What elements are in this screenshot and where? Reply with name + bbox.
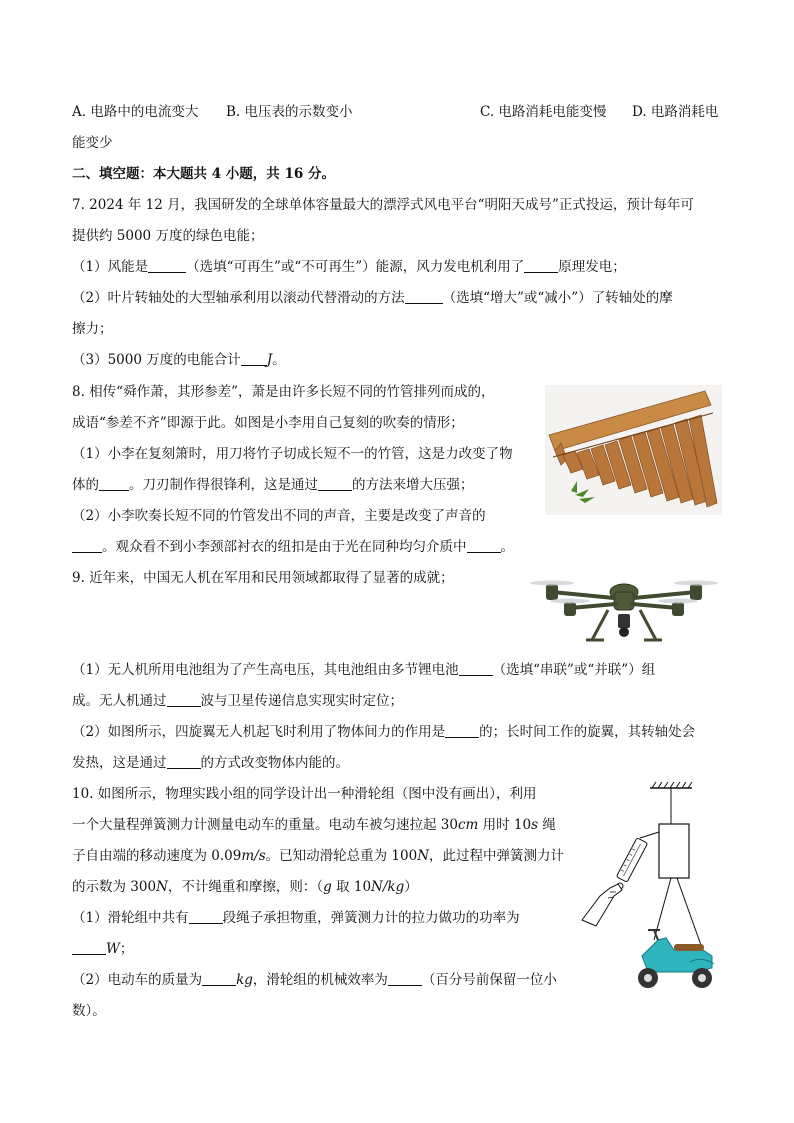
answer-blank[interactable] [459, 661, 493, 676]
pulley-scooter-diagram [574, 780, 724, 1000]
q7-part2-continued: 擦力； [72, 321, 113, 337]
q9-part1-continued: 成。无人机通过 波与卫星传递信息实现实时定位； [72, 693, 403, 709]
q10-stem-line2: 一个大量程弹簧测力计测量电动车的重量。电动车被匀速拉起 30cm 用时 10s 绳 [72, 817, 556, 833]
answer-blank[interactable] [524, 258, 558, 273]
q8-part1: （1）小李在复刻箫时，用刀将竹子切成长短不一的竹管，这是力改变了物 [72, 446, 513, 462]
q9-stem: 9. 近年来，中国无人机在军用和民用领域都取得了显著的成就； [72, 570, 454, 586]
q7-part1: （1）风能是 （选填“可再生”或“不可再生”）能源，风力发电机利用了 原理发电； [72, 259, 626, 275]
q6-option-a: A. 电路中的电流变大 [72, 104, 199, 120]
answer-blank[interactable] [72, 940, 106, 955]
drone-image [530, 574, 718, 652]
answer-blank[interactable] [189, 909, 223, 924]
q6-option-b: B. 电压表的示数变小 [226, 104, 353, 120]
q7-stem-line2: 提供约 5000 万度的绿色电能； [72, 228, 264, 244]
q10-part2: （2）电动车的质量为 kg，滑轮组的机械效率为 （百分号前保留一位小 [72, 972, 557, 988]
answer-blank[interactable] [148, 258, 186, 273]
q10-stem-line3: 子自由端的移动速度为 0.09m/s。已知动滑轮总重为 100N，此过程中弹簧测力计 [72, 848, 565, 864]
answer-blank[interactable] [167, 692, 201, 707]
q9-part2: （2）如图所示，四旋翼无人机起飞时利用了物体间力的作用是 的；长时间工作的旋翼，其转轴处会 [72, 724, 696, 740]
q10-part1-continued: W； [72, 939, 133, 959]
q10-part2-continued: 数）。 [72, 1003, 106, 1019]
answer-blank[interactable] [167, 754, 201, 769]
q8-stem-line1: 8. 相传“舜作萧，其形参差”，萧是由许多长短不同的竹管排列而成的， [72, 384, 495, 400]
q8-part1-continued: 体的 。刀刃制作得很锋利，这是通过 的方法来增大压强； [72, 477, 474, 493]
q7-part3: （3）5000 万度的电能合计 J。 [72, 352, 286, 368]
answer-blank[interactable] [388, 971, 422, 986]
q8-part2: （2）小李吹奏长短不同的竹管发出不同的声音，主要是改变了声音的 [72, 508, 486, 524]
answer-blank[interactable] [445, 723, 479, 738]
q10-stem-line4: 的示数为 300N，不计绳重和摩擦，则：（g 取 10N/kg） [72, 879, 418, 895]
q6-option-d-continued: 能变少 [72, 135, 113, 151]
q10-stem-line1: 10. 如图所示，物理实践小组的同学设计出一种滑轮组（图中没有画出），利用 [72, 786, 537, 802]
q7-stem-line1: 7. 2024 年 12 月，我国研发的全球单体容量最大的漂浮式风电平台“明阳天成号”正式投运，预计每年可 [72, 197, 694, 213]
q9-part1: （1）无人机所用电池组为了产生高电压，其电池组由多节锂电池 （选填“串联”或“并联”）组 [72, 662, 656, 678]
q10-part1: （1）滑轮组中共有 段绳子承担物重，弹簧测力计的拉力做功的功率为 [72, 910, 520, 926]
section-heading: 二、填空题：本大题共 4 小题，共 16 分。 [72, 166, 335, 182]
answer-blank[interactable] [318, 476, 352, 491]
answer-blank[interactable] [72, 538, 102, 553]
pan-flute-image [545, 385, 722, 515]
answer-blank[interactable] [241, 351, 267, 366]
q6-option-d: D. 电路消耗电 [632, 104, 719, 120]
q7-part2: （2）叶片转轴处的大型轴承利用以滚动代替滑动的方法 （选填“增大”或“减小”）了转轴处的摩 [72, 290, 673, 306]
answer-blank[interactable] [99, 476, 129, 491]
q9-part2-continued: 发热，这是通过 的方式改变物体内能的。 [72, 755, 349, 771]
answer-blank[interactable] [202, 971, 236, 986]
q8-stem-line2: 成语“参差不齐”即源于此。如图是小李用自己复刻的吹奏的情形； [72, 415, 464, 431]
answer-blank[interactable] [405, 289, 443, 304]
q6-option-c: C. 电路消耗电能变慢 [480, 104, 607, 120]
q8-part2-continued: 。观众看不到小李颈部衬衣的纽扣是由于光在同种均匀介质中 。 [72, 537, 514, 557]
answer-blank[interactable] [467, 538, 501, 553]
